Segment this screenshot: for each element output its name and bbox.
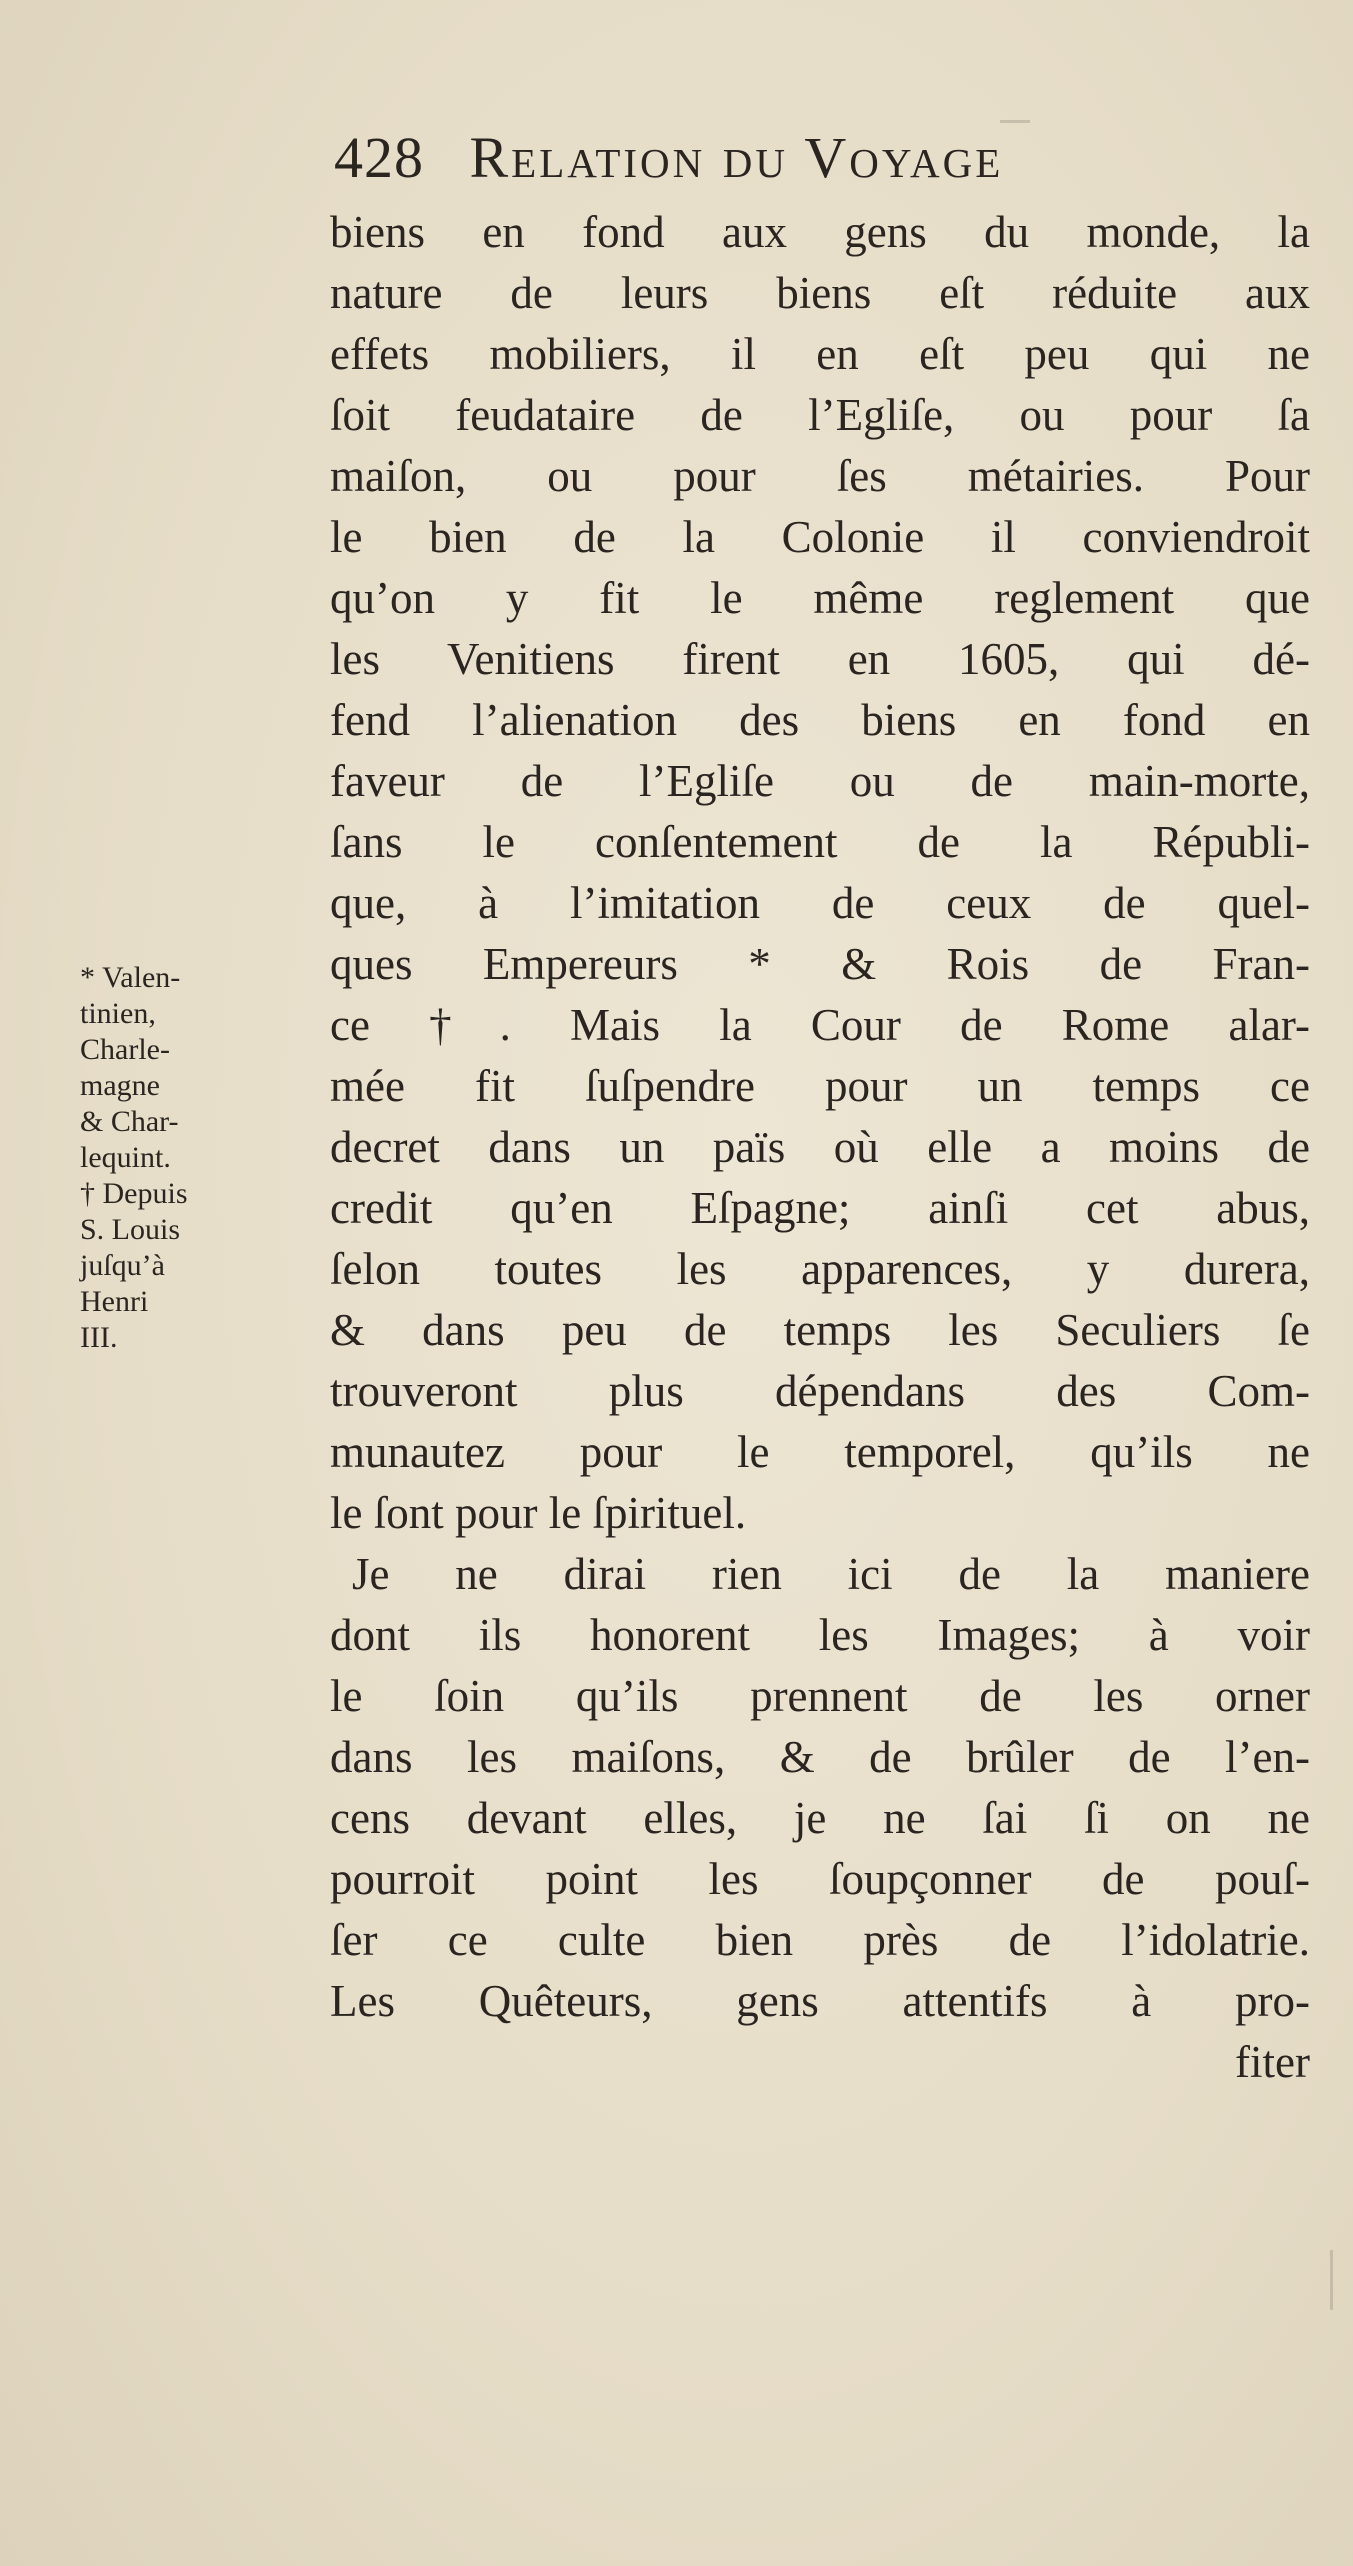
text-line: ſoit feudataire de l’Egliſe, ou pour ſa: [330, 390, 1310, 440]
text-line: effets mobiliers, il en eſt peu qui ne: [330, 329, 1310, 379]
text-line: ſans le conſentement de la Républi-: [330, 817, 1310, 867]
text-line: dont ils honorent les Images; à voir: [330, 1610, 1310, 1660]
text-line: ſer ce culte bien près de l’idolatrie.: [330, 1915, 1310, 1965]
text-line: & dans peu de temps les Seculiers ſe: [330, 1305, 1310, 1355]
text-line: mée fit ſuſpendre pour un temps ce: [330, 1061, 1310, 1111]
margin-note-line: juſqu’à: [80, 1249, 165, 1282]
paragraph-first-line: Je ne dirai rien ici de la maniere: [352, 1549, 1310, 1599]
text-line: ce †. Mais la Cour de Rome alar-: [330, 1000, 1310, 1050]
margin-note-line: * Valen-: [80, 961, 181, 994]
text-line: que, à l’imitation de ceux de quel-: [330, 878, 1310, 928]
text-line: le ſont pour le ſpirituel.: [330, 1488, 747, 1538]
running-title: Relation du Voyage: [469, 125, 1004, 190]
page-number: 428: [334, 125, 424, 190]
margin-note-line: magne: [80, 1069, 160, 1102]
text-line: trouveront plus dépendans des Com-: [330, 1366, 1310, 1416]
margin-note-line: lequint.: [80, 1141, 171, 1174]
margin-note-line: tinien,: [80, 997, 156, 1030]
text-line: pourroit point les ſoupçonner de pouſ-: [330, 1854, 1310, 1904]
text-line: qu’on y fit le même reglement que: [330, 573, 1310, 623]
text-line: biens en fond aux gens du monde, la: [330, 207, 1310, 257]
text-line: dans les maiſons, & de brûler de l’en-: [330, 1732, 1310, 1782]
text-line: fend l’alienation des biens en fond en: [330, 695, 1310, 745]
text-line: credit qu’en Eſpagne; ainſi cet abus,: [330, 1183, 1310, 1233]
margin-note-line: & Char-: [80, 1105, 179, 1138]
text-line: ſelon toutes les apparences, y durera,: [330, 1244, 1310, 1294]
page-edge-mark: [1330, 2250, 1333, 2310]
main-text-block: [330, 202, 1310, 2093]
text-line: cens devant elles, je ne ſai ſi on ne: [330, 1793, 1310, 1843]
text-line: Les Quêteurs, gens attentifs à pro-: [330, 1976, 1310, 2026]
text-line: ques Empereurs * & Rois de Fran-: [330, 939, 1310, 989]
text-line: munautez pour le temporel, qu’ils ne: [330, 1427, 1310, 1477]
margin-notes: [80, 960, 335, 1356]
text-line: le ſoin qu’ils prennent de les orner: [330, 1671, 1310, 1721]
margin-note-line: S. Louis: [80, 1213, 181, 1246]
text-line: faveur de l’Egliſe ou de main-morte,: [330, 756, 1310, 806]
text-line: decret dans un païs où elle a moins de: [330, 1122, 1310, 1172]
margin-note-line: Charle-: [80, 1033, 170, 1066]
text-line: maiſon, ou pour ſes métairies. Pour: [330, 451, 1310, 501]
running-header: [334, 118, 1294, 198]
margin-note-line: † Depuis: [80, 1177, 188, 1210]
text-line: nature de leurs biens eſt réduite aux: [330, 268, 1310, 318]
text-line: les Venitiens firent en 1605, qui dé-: [330, 634, 1310, 684]
margin-note-line: Henri: [80, 1285, 149, 1318]
text-line: le bien de la Colonie il conviendroit: [330, 512, 1310, 562]
margin-note-line: III.: [80, 1321, 118, 1354]
catchword: fiter: [1235, 2037, 1310, 2087]
